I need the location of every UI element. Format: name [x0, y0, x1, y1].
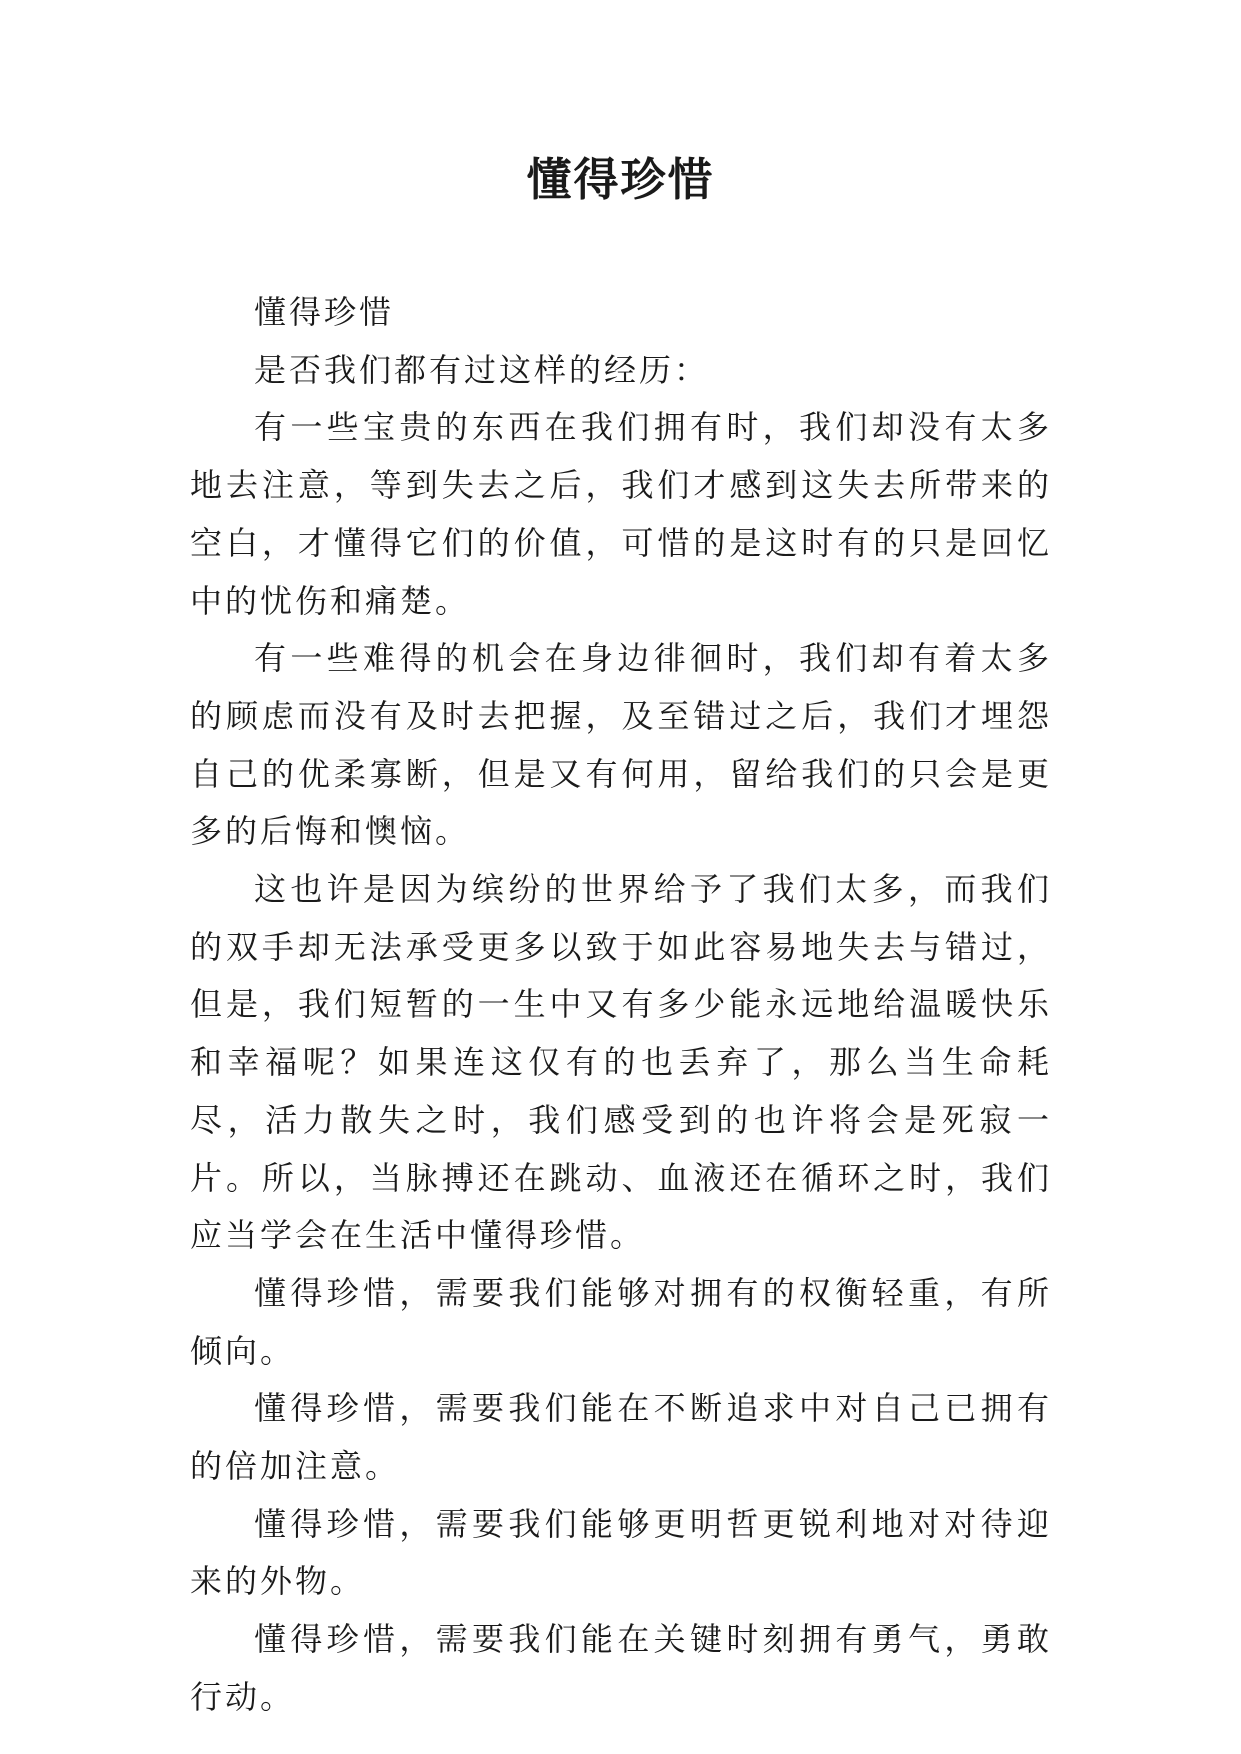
document-body	[190, 284, 1052, 1727]
paragraph: 懂得珍惜，需要我们能在关键时刻拥有勇气，勇敢行动。	[190, 1620, 1052, 1716]
paragraph: 懂得珍惜，需要我们能够更明哲更锐利地对对待迎来的外物。	[190, 1504, 1052, 1601]
paragraph: 有一些难得的机会在身边徘徊时，我们却有着太多的顾虑而没有及时去把握，及至错过之后，我们才埋怨自己的优柔寡断，但是又有何用，留给我们的只会是更多的后悔和懊恼。	[190, 639, 1052, 851]
paragraph: 懂得珍惜	[254, 293, 395, 331]
paragraph: 有一些宝贵的东西在我们拥有时，我们却没有太多地去注意，等到失去之后，我们才感到这失去所带来的空白，才懂得它们的价值，可惜的是这时有的只是回忆中的忧伤和痛楚。	[190, 408, 1052, 620]
paragraph: 是否我们都有过这样的经历：	[254, 350, 710, 389]
paragraph: 懂得珍惜，需要我们能够对拥有的权衡轻重，有所倾向。	[190, 1273, 1052, 1370]
document-title: 懂得珍惜	[526, 153, 715, 206]
paragraph: 这也许是因为缤纷的世界给予了我们太多，而我们的双手却无法承受更多以致于如此容易地失去与错过，但是，我们短暂的一生中又有多少能永远地给温暖快乐和幸福呢？如果连这仅有的也丢弃了，那么当生命耗尽，活力散失之时，我们感受到的也许将会是死寂一片。所以，当脉搏还在跳动、血液还在循环之时，我们应当学会在生活中懂得珍惜。	[190, 870, 1052, 1255]
paragraph: 懂得珍惜，需要我们能在不断追求中对自己已拥有的倍加注意。	[190, 1389, 1052, 1486]
